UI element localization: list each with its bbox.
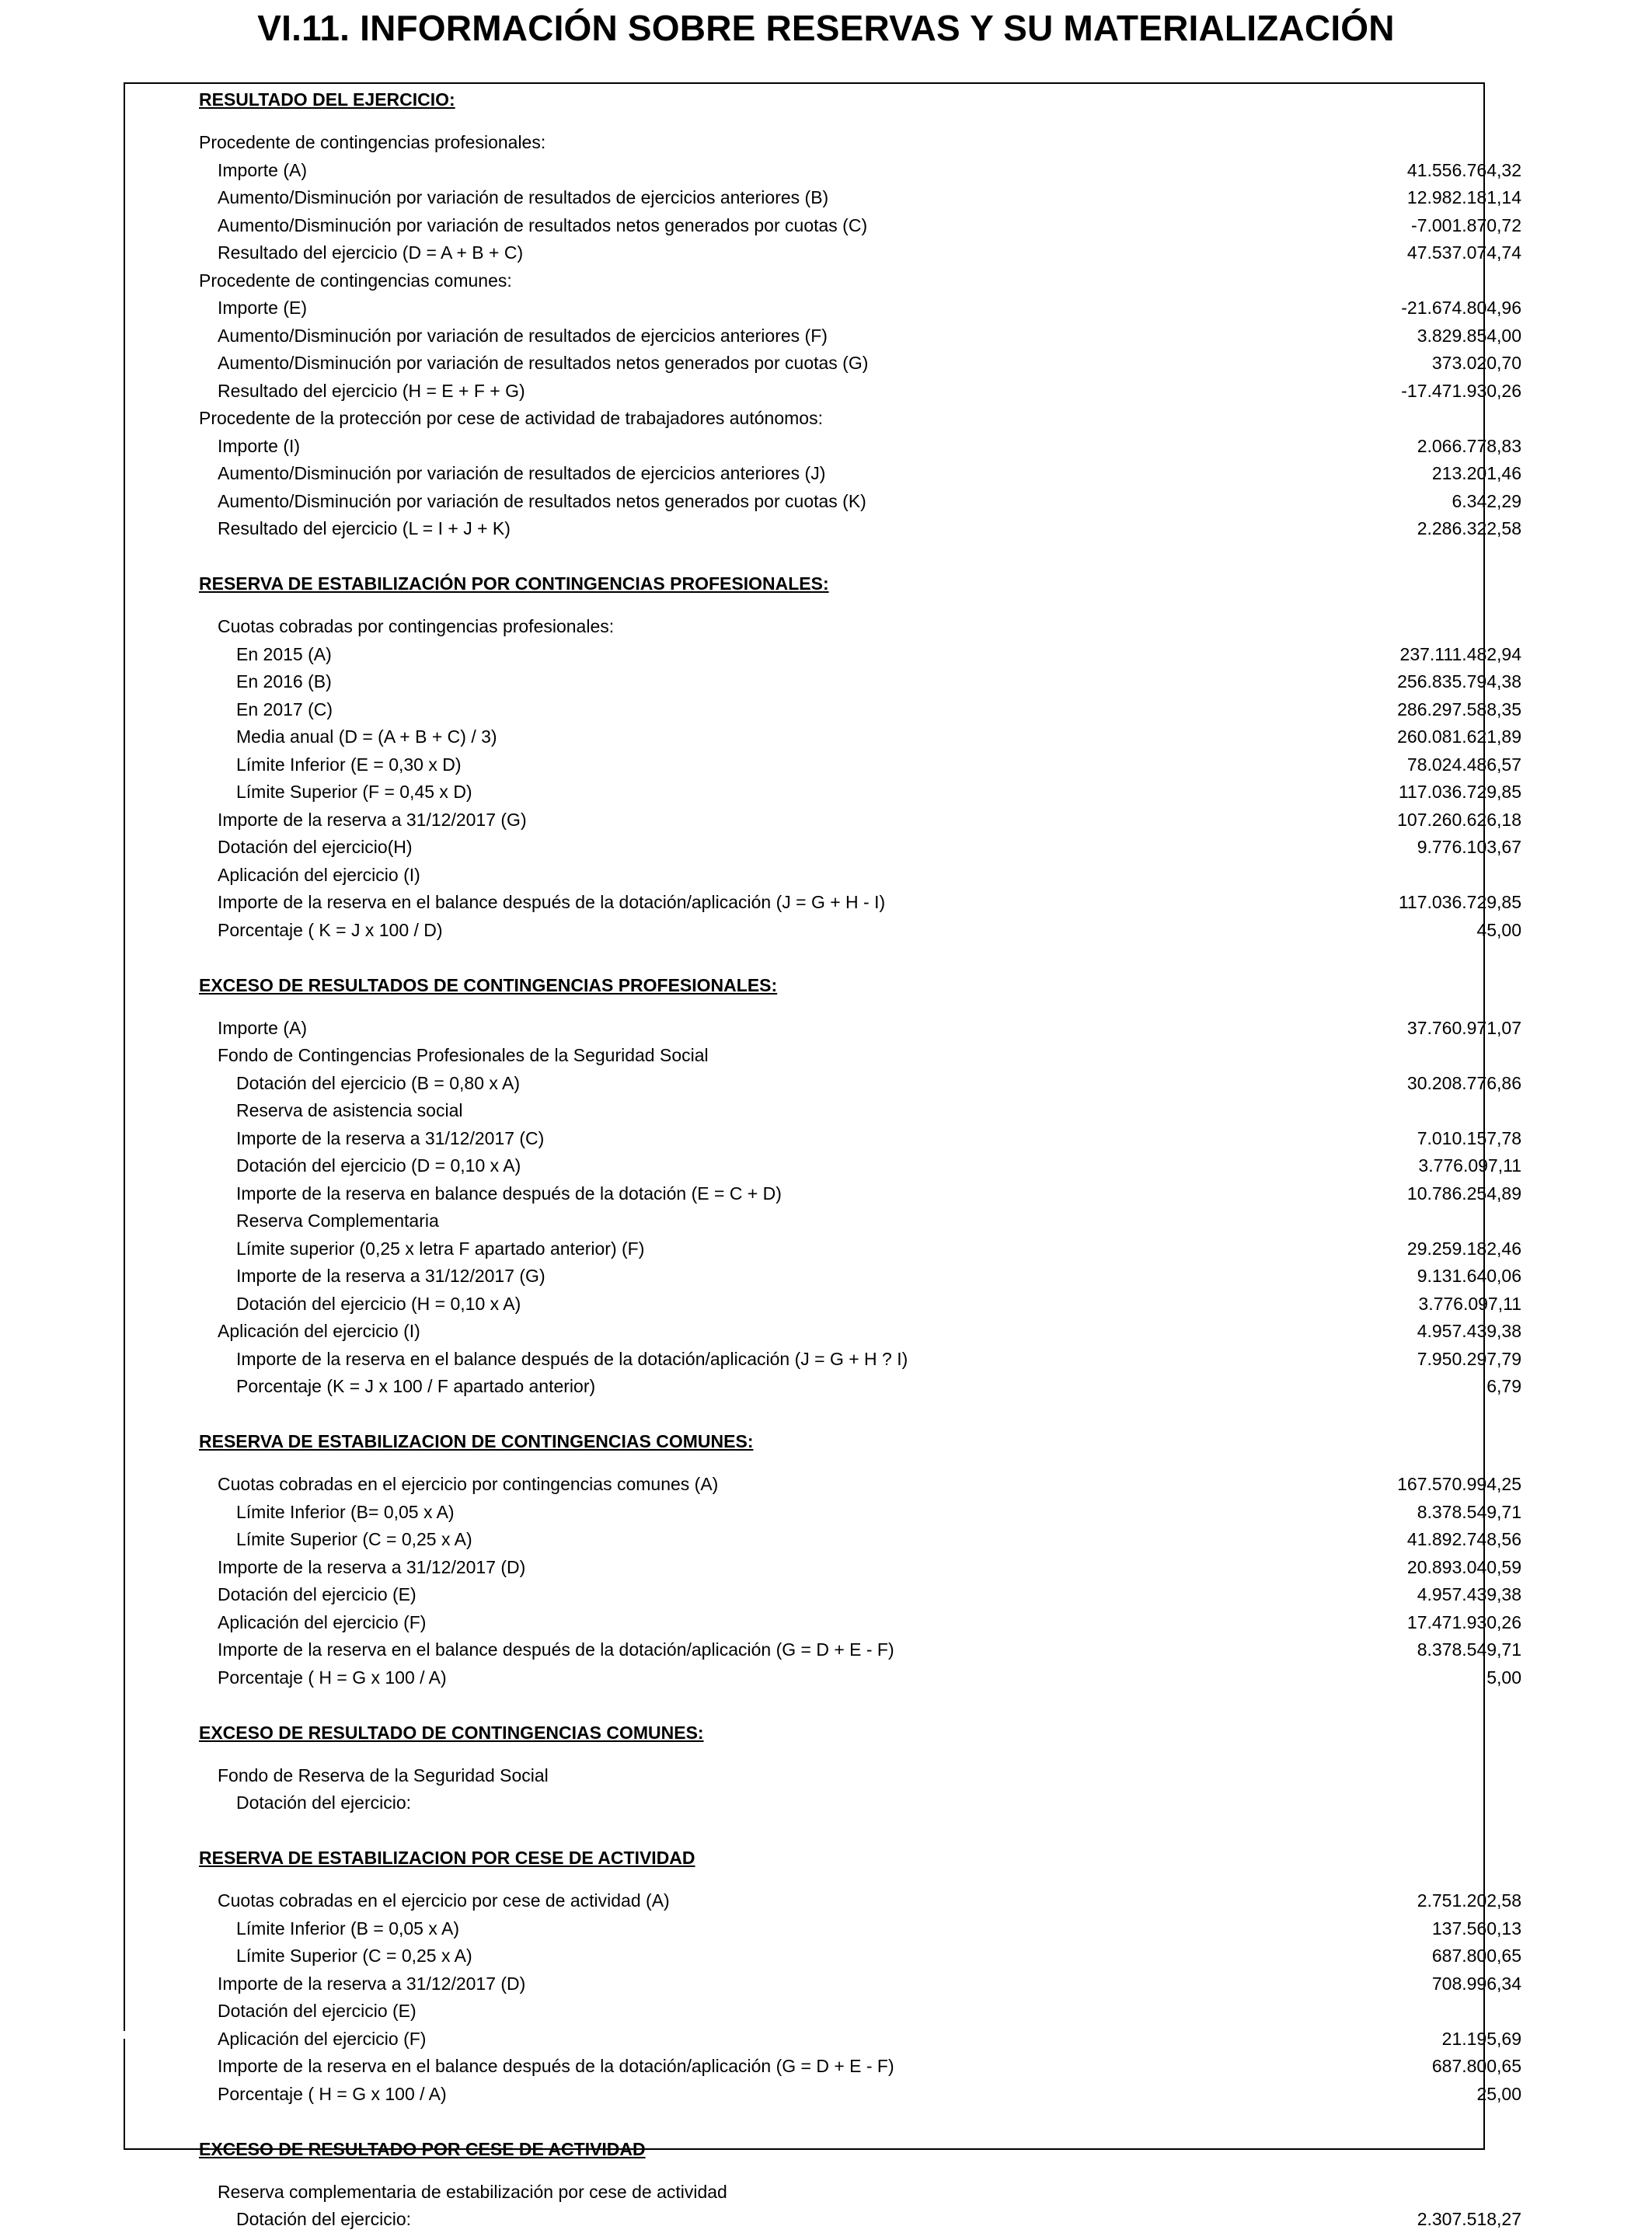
row-label: Dotación del ejercicio (H = 0,10 x A) <box>236 1294 521 1314</box>
row-label: Importe (E) <box>218 298 308 318</box>
report-row <box>199 128 1521 156</box>
row-label: Importe (A) <box>218 160 308 180</box>
report-row <box>218 294 1521 322</box>
report-row <box>199 404 1521 432</box>
report-row <box>218 1014 1521 1042</box>
report-row <box>236 1498 1521 1526</box>
frame-left-border-lower <box>124 2039 125 2148</box>
row-label: Reserva Complementaria <box>236 1211 439 1231</box>
report-row <box>218 806 1521 834</box>
row-label: Dotación del ejercicio (E) <box>218 2001 416 2021</box>
row-value: 137.560,13 <box>1431 1918 1521 1939</box>
row-value: 12.982.181,14 <box>1406 187 1521 207</box>
report-row <box>218 487 1521 515</box>
row-label: Dotación del ejercicio (E) <box>218 1584 416 1604</box>
report-row <box>218 2080 1521 2108</box>
report-row <box>218 1608 1521 1636</box>
row-value: 286.297.588,35 <box>1397 699 1521 719</box>
row-label: Aumento/Disminución por variación de resultados de ejercicios anteriores (J) <box>218 463 826 483</box>
row-label: Cuotas cobradas en el ejercicio por cese de actividad (A) <box>218 1890 670 1911</box>
row-value: -17.471.930,26 <box>1401 381 1521 401</box>
report-row <box>218 1317 1521 1345</box>
row-label: Importe de la reserva a 31/12/2017 (D) <box>218 1973 526 1994</box>
report-row <box>236 751 1521 779</box>
report-row <box>218 2025 1521 2053</box>
row-label: En 2016 (B) <box>236 671 332 691</box>
section-heading: RESULTADO DEL EJERCICIO: <box>199 89 455 110</box>
row-label: Importe de la reserva a 31/12/2017 (G) <box>218 810 527 830</box>
row-value: 41.556.764,32 <box>1406 160 1521 180</box>
report-row <box>218 239 1521 266</box>
section-heading: RESERVA DE ESTABILIZACIÓN POR CONTINGENCIAS PROFESIONALES: <box>199 573 829 594</box>
row-value: 8.378.549,71 <box>1417 1502 1521 1522</box>
report-row <box>236 1069 1521 1097</box>
row-value: 6.342,29 <box>1452 491 1521 511</box>
report-row <box>218 1636 1521 1663</box>
row-value: 8.378.549,71 <box>1417 1639 1521 1660</box>
row-value: 4.957.439,38 <box>1417 1584 1521 1604</box>
row-value: 37.760.971,07 <box>1406 1018 1521 1038</box>
report-row <box>218 1970 1521 1998</box>
report-row <box>236 1235 1521 1263</box>
report-row <box>218 322 1521 350</box>
row-label: Límite Superior (C = 0,25 x A) <box>236 1946 472 1966</box>
row-label: Cuotas cobradas en el ejercicio por contingencias comunes (A) <box>218 1474 719 1494</box>
row-label: Importe de la reserva en balance después de la dotación (E = C + D) <box>236 1183 782 1204</box>
row-label: Aplicación del ejercicio (I) <box>218 865 420 885</box>
row-label: En 2015 (A) <box>236 644 332 664</box>
report-row <box>236 667 1521 695</box>
report-row <box>218 156 1521 184</box>
row-label: Límite Superior (F = 0,45 x D) <box>236 782 472 802</box>
row-value: 260.081.621,89 <box>1397 726 1521 747</box>
report-row <box>218 2178 1521 2206</box>
row-value: 5,00 <box>1486 1667 1521 1688</box>
row-value: 373.020,70 <box>1431 353 1521 373</box>
row-value: 213.201,46 <box>1431 463 1521 483</box>
report-row <box>218 1553 1521 1581</box>
row-value: 45,00 <box>1476 920 1521 940</box>
row-value: 9.776.103,67 <box>1417 837 1521 857</box>
report-row <box>236 1525 1521 1553</box>
report-row <box>218 1580 1521 1608</box>
row-label: Aplicación del ejercicio (F) <box>218 2029 427 2049</box>
report-row <box>236 640 1521 668</box>
report-row <box>236 2205 1521 2233</box>
row-value: 2.286.322,58 <box>1417 518 1521 538</box>
row-value: 687.800,65 <box>1431 1946 1521 1966</box>
report-row <box>236 1096 1521 1124</box>
report-row <box>236 1789 1521 1817</box>
row-label: Porcentaje ( K = J x 100 / D) <box>218 920 443 940</box>
row-label: Procedente de contingencias comunes: <box>199 270 512 291</box>
report-row <box>218 514 1521 542</box>
report-row <box>218 349 1521 377</box>
report-row <box>218 1761 1521 1789</box>
report-row <box>236 1942 1521 1970</box>
row-label: Límite Inferior (E = 0,30 x D) <box>236 754 462 775</box>
row-label: Procedente de la protección por cese de actividad de trabajadores autónomos: <box>199 408 823 428</box>
row-value: 2.307.518,27 <box>1417 2209 1521 2229</box>
report-row <box>236 1124 1521 1152</box>
report-row <box>218 377 1521 405</box>
row-value: 30.208.776,86 <box>1406 1073 1521 1093</box>
row-label: Porcentaje ( H = G x 100 / A) <box>218 2084 447 2104</box>
section-heading: RESERVA DE ESTABILIZACION DE CONTINGENCIAS COMUNES: <box>199 1431 754 1451</box>
report-row <box>236 723 1521 751</box>
report-row <box>218 211 1521 239</box>
page-title: VI.11. INFORMACIÓN SOBRE RESERVAS Y SU MATERIALIZACIÓN <box>257 8 1395 48</box>
row-label: Dotación del ejercicio (D = 0,10 x A) <box>236 1155 521 1176</box>
row-label: Importe de la reserva a 31/12/2017 (C) <box>236 1128 545 1148</box>
row-value: 78.024.486,57 <box>1406 754 1521 775</box>
section-heading: RESERVA DE ESTABILIZACION POR CESE DE ACTIVIDAD <box>199 1848 695 1868</box>
row-label: Límite Inferior (B= 0,05 x A) <box>236 1502 455 1522</box>
row-value: 6,79 <box>1486 1376 1521 1396</box>
row-value: 41.892.748,56 <box>1406 1529 1521 1549</box>
row-label: Importe de la reserva en el balance después de la dotación/aplicación (J = G + H - I) <box>218 892 886 912</box>
row-value: 3.776.097,11 <box>1418 1155 1521 1176</box>
report-row <box>218 888 1521 916</box>
row-value: 117.036.729,85 <box>1398 892 1521 912</box>
report-row <box>236 695 1521 723</box>
report-row <box>236 1914 1521 1942</box>
report-row <box>218 1997 1521 2025</box>
row-label: Procedente de contingencias profesionales: <box>199 132 546 152</box>
row-label: Importe de la reserva en el balance después de la dotación/aplicación (J = G + H ? I) <box>236 1349 908 1369</box>
frame-left-border-upper <box>124 82 125 2031</box>
report-row <box>236 1262 1521 1290</box>
row-value: 25,00 <box>1476 2084 1521 2104</box>
row-label: Dotación del ejercicio (B = 0,80 x A) <box>236 1073 520 1093</box>
report-row <box>236 1151 1521 1179</box>
row-value: -7.001.870,72 <box>1411 215 1521 235</box>
row-label: Aumento/Disminución por variación de resultados netos generados por cuotas (C) <box>218 215 868 235</box>
row-label: Importe de la reserva a 31/12/2017 (G) <box>236 1266 545 1286</box>
report-row <box>218 1041 1521 1069</box>
row-value: 47.537.074,74 <box>1406 242 1521 263</box>
row-label: Reserva de asistencia social <box>236 1100 463 1120</box>
row-label: Resultado del ejercicio (H = E + F + G) <box>218 381 525 401</box>
row-value: 3.829.854,00 <box>1417 326 1521 346</box>
row-value: 20.893.040,59 <box>1406 1557 1521 1577</box>
section-heading: EXCESO DE RESULTADO POR CESE DE ACTIVIDAD <box>199 2139 646 2159</box>
row-label: En 2017 (C) <box>236 699 333 719</box>
row-label: Importe (A) <box>218 1018 308 1038</box>
row-label: Porcentaje ( H = G x 100 / A) <box>218 1667 447 1688</box>
row-value: 2.066.778,83 <box>1417 436 1521 456</box>
row-label: Aumento/Disminución por variación de resultados de ejercicios anteriores (F) <box>218 326 828 346</box>
row-value: 7.950.297,79 <box>1417 1349 1521 1369</box>
row-label: Media anual (D = (A + B + C) / 3) <box>236 726 497 747</box>
report-row <box>218 833 1521 861</box>
report-row <box>218 459 1521 487</box>
report-row <box>236 1179 1521 1207</box>
report-row <box>236 1290 1521 1318</box>
row-label: Importe de la reserva a 31/12/2017 (D) <box>218 1557 526 1577</box>
row-value: 107.260.626,18 <box>1397 810 1521 830</box>
row-value: 708.996,34 <box>1431 1973 1521 1994</box>
report-row <box>218 1663 1521 1691</box>
report-row <box>236 1207 1521 1235</box>
report-row <box>236 1345 1521 1373</box>
row-value: 167.570.994,25 <box>1397 1474 1521 1494</box>
row-label: Fondo de Reserva de la Seguridad Social <box>218 1765 549 1785</box>
row-value: 3.776.097,11 <box>1418 1294 1521 1314</box>
row-label: Cuotas cobradas por contingencias profesionales: <box>218 616 615 636</box>
row-label: Aumento/Disminución por variación de resultados de ejercicios anteriores (B) <box>218 187 829 207</box>
row-value: 117.036.729,85 <box>1398 782 1521 802</box>
section-heading: EXCESO DE RESULTADO DE CONTINGENCIAS COMUNES: <box>199 1723 704 1743</box>
report-row <box>218 432 1521 460</box>
row-value: 4.957.439,38 <box>1417 1321 1521 1341</box>
row-value: 9.131.640,06 <box>1417 1266 1521 1286</box>
row-value: 2.751.202,58 <box>1417 1890 1521 1911</box>
report-row <box>218 916 1521 944</box>
row-value: 21.195,69 <box>1441 2029 1521 2049</box>
row-label: Importe de la reserva en el balance después de la dotación/aplicación (G = D + E - F) <box>218 2056 894 2076</box>
report-row <box>236 778 1521 806</box>
report-row <box>218 1886 1521 1914</box>
row-value: 7.010.157,78 <box>1417 1128 1521 1148</box>
row-value: 256.835.794,38 <box>1397 671 1521 691</box>
row-label: Resultado del ejercicio (D = A + B + C) <box>218 242 524 263</box>
row-value: 237.111.482,94 <box>1399 644 1521 664</box>
report-row <box>218 1470 1521 1498</box>
row-value: 17.471.930,26 <box>1406 1612 1521 1632</box>
row-label: Dotación del ejercicio: <box>236 2209 412 2229</box>
row-label: Importe (I) <box>218 436 301 456</box>
row-value: 29.259.182,46 <box>1406 1238 1521 1259</box>
row-label: Importe de la reserva en el balance después de la dotación/aplicación (G = D + E - F) <box>218 1639 894 1660</box>
row-label: Límite Inferior (B = 0,05 x A) <box>236 1918 459 1939</box>
report-row <box>199 266 1521 294</box>
row-label: Aumento/Disminución por variación de resultados netos generados por cuotas (G) <box>218 353 869 373</box>
report-row <box>218 2052 1521 2080</box>
row-value: 10.786.254,89 <box>1406 1183 1521 1204</box>
report-row <box>236 1372 1521 1400</box>
row-label: Dotación del ejercicio(H) <box>218 837 413 857</box>
row-value: -21.674.804,96 <box>1401 298 1521 318</box>
report-row <box>218 861 1521 889</box>
row-label: Fondo de Contingencias Profesionales de la Seguridad Social <box>218 1045 709 1065</box>
row-label: Límite superior (0,25 x letra F apartado anterior) (F) <box>236 1238 645 1259</box>
report-row <box>218 183 1521 211</box>
row-label: Aplicación del ejercicio (F) <box>218 1612 427 1632</box>
row-label: Porcentaje (K = J x 100 / F apartado anterior) <box>236 1376 596 1396</box>
row-value: 687.800,65 <box>1431 2056 1521 2076</box>
report-row <box>218 612 1521 640</box>
row-label: Reserva complementaria de estabilización por cese de actividad <box>218 2182 727 2202</box>
section-heading: EXCESO DE RESULTADOS DE CONTINGENCIAS PROFESIONALES: <box>199 975 778 995</box>
row-label: Aumento/Disminución por variación de resultados netos generados por cuotas (K) <box>218 491 866 511</box>
row-label: Aplicación del ejercicio (I) <box>218 1321 420 1341</box>
row-label: Dotación del ejercicio: <box>236 1792 412 1813</box>
row-label: Resultado del ejercicio (L = I + J + K) <box>218 518 511 538</box>
row-label: Límite Superior (C = 0,25 x A) <box>236 1529 472 1549</box>
